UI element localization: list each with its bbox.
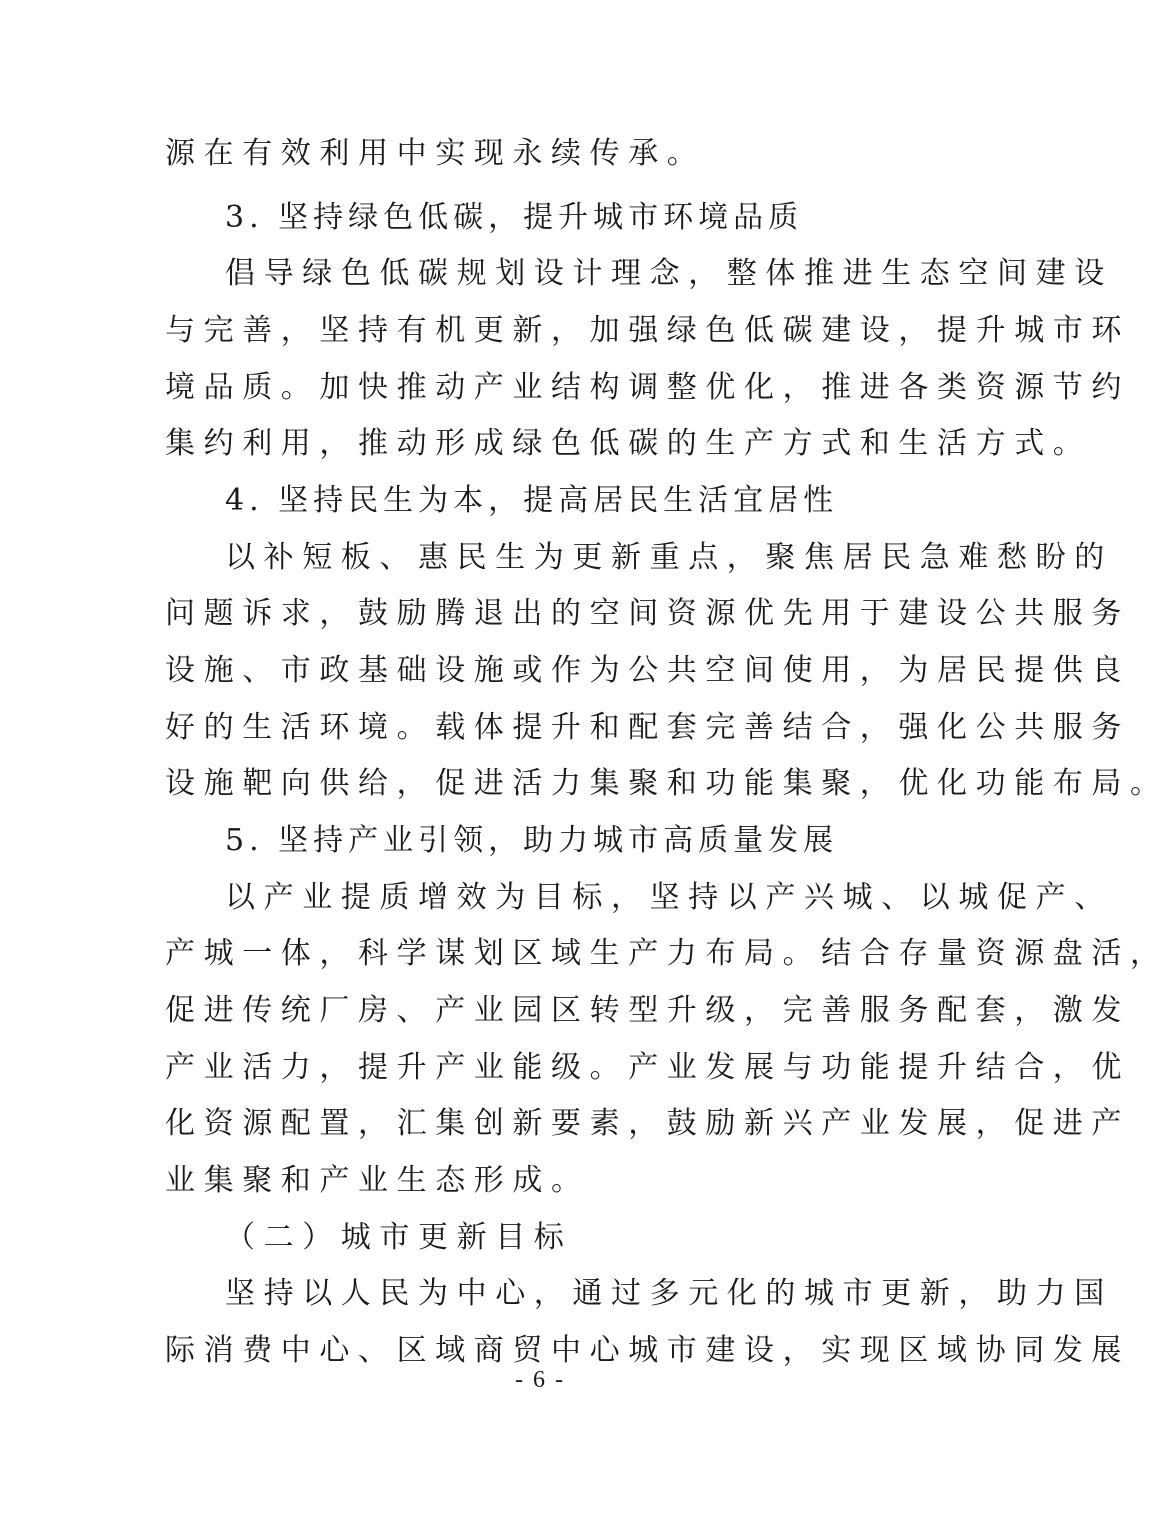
section-heading-5: 5. 坚持产业引领，助力城市高质量发展 xyxy=(225,823,839,858)
body-line: 化资源配置，汇集创新要素，鼓励新兴产业发展，促进产 xyxy=(165,1106,1130,1141)
body-line: 设施、市政基础设施或作为公共空间使用，为居民提供良 xyxy=(165,653,1130,688)
body-line: 产城一体，科学谋划区域生产力布局。结合存量资源盘活， xyxy=(165,936,1169,971)
body-line: 产业活力，提升产业能级。产业发展与功能提升结合，优 xyxy=(165,1050,1130,1085)
body-line: 倡导绿色低碳规划设计理念，整体推进生态空间建设 xyxy=(225,256,1113,291)
body-line: 与完善，坚持有机更新，加强绿色低碳建设，提升城市环 xyxy=(165,313,1130,348)
body-line: 源在有效利用中实现永续传承。 xyxy=(165,136,706,171)
body-line: 业集聚和产业生态形成。 xyxy=(165,1163,590,1198)
body-line: 以补短板、惠民生为更新重点，聚焦居民急难愁盼的 xyxy=(225,540,1113,575)
body-line: 境品质。加快推动产业结构调整优化，推进各类资源节约 xyxy=(165,370,1130,405)
page-number: - 6 - xyxy=(515,1367,565,1393)
body-line: 坚持以人民为中心，通过多元化的城市更新，助力国 xyxy=(225,1276,1113,1311)
section-heading-4: 4. 坚持民生为本，提高居民生活宜居性 xyxy=(225,483,839,518)
body-line: 以产业提质增效为目标，坚持以产兴城、以城促产、 xyxy=(225,880,1113,915)
subsection-heading: （二）城市更新目标 xyxy=(225,1220,573,1255)
body-line: 问题诉求，鼓励腾退出的空间资源优先用于建设公共服务 xyxy=(165,596,1130,631)
section-heading-3: 3. 坚持绿色低碳，提升城市环境品质 xyxy=(225,200,804,235)
body-line: 集约利用，推动形成绿色低碳的生产方式和生活方式。 xyxy=(165,426,1092,461)
body-line: 促进传统厂房、产业园区转型升级，完善服务配套，激发 xyxy=(165,993,1130,1028)
body-line: 设施靶向供给，促进活力集聚和功能集聚，优化功能布局。 xyxy=(165,766,1169,801)
body-line: 好的生活环境。载体提升和配套完善结合，强化公共服务 xyxy=(165,710,1130,745)
body-line: 际消费中心、区域商贸中心城市建设，实现区域协同发展 xyxy=(165,1333,1130,1368)
